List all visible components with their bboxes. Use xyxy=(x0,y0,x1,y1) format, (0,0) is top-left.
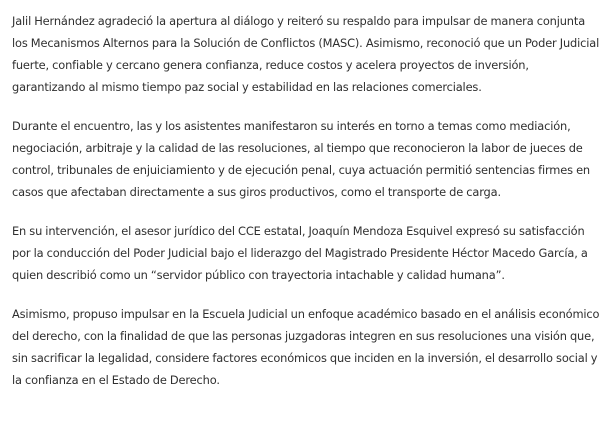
article-body xyxy=(12,10,600,391)
paragraph-2: Durante el encuentro, las y los asistentes manifestaron su interés en torno a temas como mediación, negociación, arbitraje y la calidad de las resoluciones, al tiempo que reconocieron la labor de jueces de control, tribunales de enjuiciamiento y de ejecución penal, cuya actuación permitió sentencias firmes en casos que afectaban directamente a sus giros productivos, como el transporte de carga. xyxy=(12,119,590,199)
paragraph-3: En su intervención, el asesor jurídico del CCE estatal, Joaquín Mendoza Esquivel expresó su satisfacción por la conducción del Poder Judicial bajo el liderazgo del Magistrado Presidente Héctor Macedo García, a quien describió como un “servidor público con trayectoria intachable y calidad humana”. xyxy=(12,224,588,282)
paragraph-4: Asimismo, propuso impulsar en la Escuela Judicial un enfoque académico basado en el análisis económico del derecho, con la finalidad de que las personas juzgadoras integren en sus resoluciones una visión que, sin sacrificar la legalidad, considere factores económicos que inciden en la inversión, el desarrollo social y la confianza en el Estado de Derecho. xyxy=(12,307,600,387)
paragraph-1: Jalil Hernández agradeció la apertura al diálogo y reiteró su respaldo para impulsar de manera conjunta los Mecanismos Alternos para la Solución de Conflictos (MASC). Asimismo, reconoció que un Poder Judicial fuerte, confiable y cercano genera confianza, reduce costos y acelera proyectos de inversión, garantizando al mismo tiempo paz social y estabilidad en las relaciones comerciales. xyxy=(12,14,600,94)
